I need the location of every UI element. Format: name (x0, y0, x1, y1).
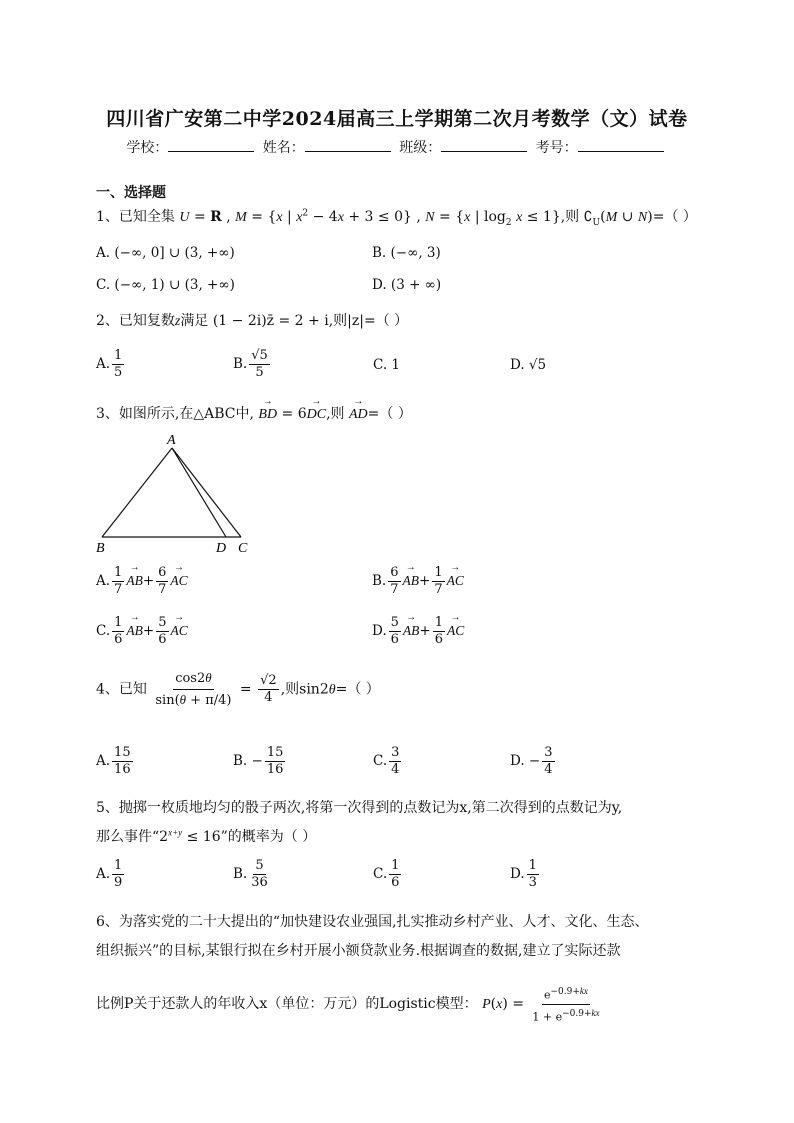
label-d: D (216, 541, 227, 556)
q2-option-d: D. √5 (510, 357, 547, 373)
q5-option-c: C. $\frac{1}{6}$ (373, 858, 400, 890)
q1-option-c: C. (−∞, 1) ∪ (3, +∞) (96, 277, 235, 293)
question-5-line-1: 5、抛掷一枚质地均匀的骰子两次,将第一次得到的点数记为x,第二次得到的点数记为y, (96, 800, 623, 816)
page-title: 四川省广安第二中学2024届高三上学期第二次月考数学（文）试卷 (106, 108, 688, 130)
question-1: 1、已知全集 U = R , M = {x | $x^2 - 4x + 3 \le 0$} , N = {x | $\log_2 x \le 1$},则 $∁_U(M$ ∪ N)=（ ） (96, 208, 697, 228)
question-6-line-2: 组织振兴”的目标,某银行拟在乡村开展小额贷款业务.根据调查的数据,建立了实际还款 (96, 943, 621, 959)
q1-option-b: B. (−∞, 3) (372, 245, 441, 261)
q4-option-d: D. − $\frac{3}{4}$ (510, 745, 553, 777)
q5-option-d: D. $\frac{1}{3}$ (510, 858, 537, 890)
q2-option-a: A. $\frac{1}{5}$ (96, 348, 123, 380)
q2-option-b: B. $\frac{√5}{5}$ (233, 348, 268, 380)
q3-option-b: B. $\frac{6}{7}$ → AB+ $\frac{1}{7}$ → AC (372, 565, 464, 598)
name-blank (305, 137, 391, 152)
q3-option-d: D. $\frac{5}{6}$ → AB+ $\frac{1}{6}$ → AC (372, 615, 464, 648)
question-5-line-2: 那么事件“$2^{x+y} \le 16$”的概率为（ ） (96, 827, 317, 845)
name-label: 姓名： (262, 140, 305, 156)
question-3: 3、如图所示,在△ABC中, → BD = 6→ DC,则 → AD=（ ） (96, 403, 412, 423)
q4-option-a: A. $\frac{15}{16}$ (96, 745, 131, 777)
q5-option-a: A. $\frac{1}{9}$ (96, 858, 123, 890)
question-4: 4、已知 $\frac{\cos 2\theta}{\sin(\theta + \pi/4)}$ = $\frac{√2}{4}$ ,则sin2θ=（ ） (96, 670, 380, 708)
section-heading: 一、选择题 (96, 185, 166, 201)
school-blank (168, 137, 254, 152)
question-6-line-3: 比例P关于还款人的年收入x（单位：万元）的Logistic模型： P(x) = $\frac{e^{-0.9+kx}}{1 + e^{-0.9+kx}}$ (96, 983, 604, 1025)
question-2: 2、已知复数z满足 (1 − 2i)z̄ = 2 + i,则|z|=（ ） (96, 313, 409, 329)
class-label: 班级： (399, 140, 442, 156)
label-a: A (167, 433, 176, 448)
q1-option-d: D. (3 + ∞) (372, 277, 442, 293)
q5-option-b: B. $\frac{5}{36}$ (233, 858, 268, 890)
q3-option-a: A. $\frac{1}{7}$ → AB+ $\frac{6}{7}$ → AC (96, 565, 188, 598)
q3-option-c: C. $\frac{1}{6}$ → AB+ $\frac{5}{6}$ → AC (96, 615, 188, 648)
class-blank (441, 137, 527, 152)
question-6-line-1: 6、为落实党的二十大提出的“加快建设农业强国,扎实推动乡村产业、人才、文化、生态、 (96, 914, 649, 930)
id-blank (578, 137, 664, 152)
q4-option-c: C. $\frac{3}{4}$ (373, 745, 400, 777)
school-label: 学校： (126, 140, 169, 156)
q4-option-b: B. − $\frac{15}{16}$ (233, 745, 284, 777)
q2-option-c: C. 1 (373, 357, 401, 373)
id-label: 考号： (535, 140, 578, 156)
triangle-figure (92, 430, 262, 558)
q1-option-a: A. (−∞, 0] ∪ (3, +∞) (96, 245, 235, 261)
label-b: B (96, 541, 105, 556)
label-c: C (238, 541, 248, 556)
student-info-line (0, 137, 794, 157)
